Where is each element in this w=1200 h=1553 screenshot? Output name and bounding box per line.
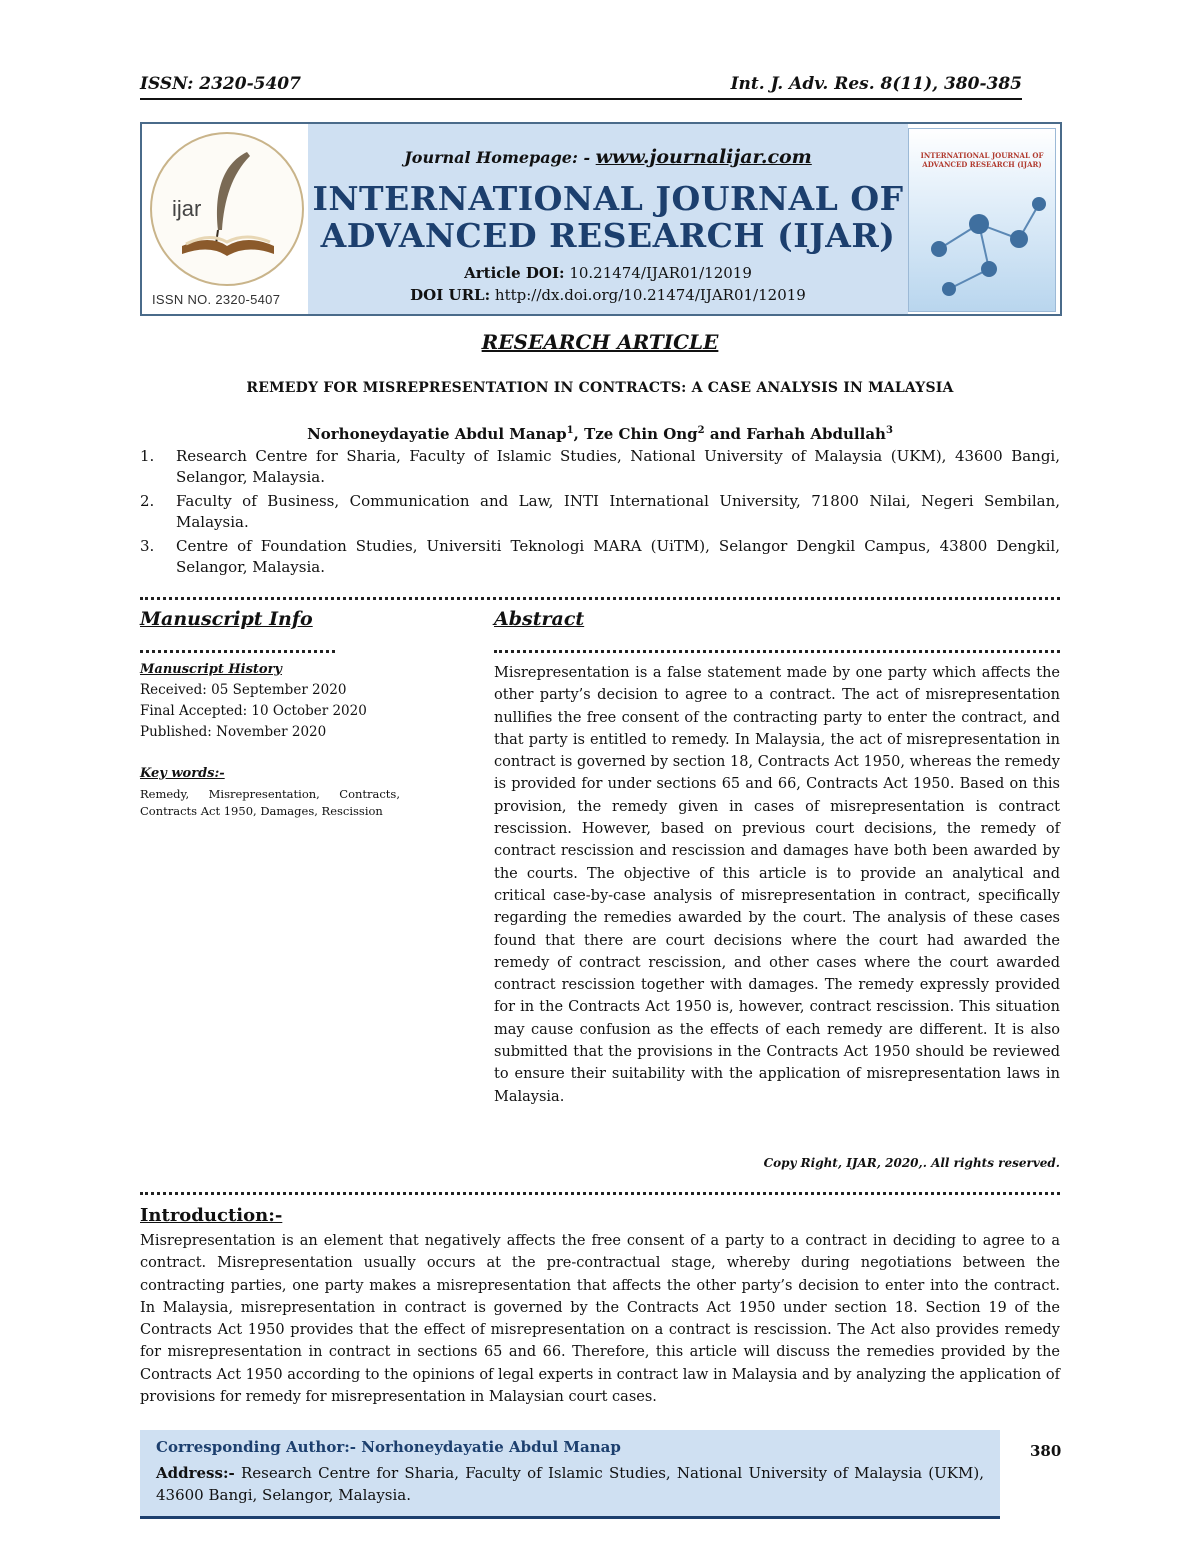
author-affil-sup: 2: [697, 425, 705, 436]
logo-text: ijar: [172, 196, 202, 221]
homepage-label: Journal Homepage: -: [404, 148, 591, 167]
affiliation-text: Faculty of Business, Communication and Law, INTI International University, 71800 Nilai, Negeri Sembilan, Malaysia.: [176, 492, 1060, 531]
author-separator: ,: [573, 425, 585, 443]
received-date: Received: 05 September 2020: [140, 682, 347, 698]
article-title: REMEDY FOR MISREPRESENTATION IN CONTRACTS: A CASE ANALYSIS IN MALAYSIA: [246, 380, 954, 396]
dotted-divider: [140, 1192, 1060, 1195]
article-type: RESEARCH ARTICLE: [481, 330, 719, 354]
journal-title: [308, 180, 908, 254]
affiliation-item: [140, 536, 1060, 578]
header-citation: Int. J. Adv. Res. 8(11), 380-385: [730, 74, 1022, 94]
corresponding-author-box: [140, 1430, 1000, 1519]
doi-url-label: DOI URL:: [410, 286, 491, 304]
molecule-icon: [909, 129, 1055, 311]
affiliation-item: [140, 491, 1060, 533]
affiliation-text: Research Centre for Sharia, Faculty of Islamic Studies, National University of Malaysia (UKM), 43600 Bangi, Selangor, Malaysia.: [176, 447, 1060, 486]
published-date: Published: November 2020: [140, 724, 327, 740]
doi-label: Article DOI:: [464, 264, 565, 282]
affiliation-text: Centre of Foundation Studies, Universiti Teknologi MARA (UiTM), Selangor Dengkil Campus, 43800 Dengkil, Selangor, Malaysia.: [176, 537, 1060, 576]
manuscript-history-label: Manuscript History: [140, 662, 282, 677]
cover-title: INTERNATIONAL JOURNAL OF ADVANCED RESEARCH (IJAR): [920, 151, 1044, 169]
page-number: 380: [1030, 1442, 1062, 1460]
affiliation-number: 3.: [140, 537, 155, 555]
journal-cover-thumbnail: [908, 128, 1056, 312]
address-label: Address:-: [156, 1464, 235, 1482]
manuscript-info-heading: Manuscript Info: [140, 608, 313, 630]
running-header: [140, 72, 1022, 100]
logo-circle: [150, 132, 304, 286]
doi-value[interactable]: 10.21474/IJAR01/12019: [569, 264, 752, 282]
author-name: Farhah Abdullah: [746, 425, 886, 443]
doi-url-value[interactable]: http://dx.doi.org/10.21474/IJAR01/12019: [494, 286, 806, 304]
author-affil-sup: 1: [566, 425, 574, 436]
dotted-divider: [140, 650, 335, 653]
affiliation-number: 1.: [140, 447, 155, 465]
dotted-divider: [140, 597, 1060, 600]
header-issn: ISSN: 2320-5407: [140, 74, 301, 94]
dotted-divider: [494, 650, 1060, 653]
journal-title-line1: INTERNATIONAL JOURNAL OF: [312, 179, 904, 218]
homepage-link[interactable]: www.journalijar.com: [595, 146, 812, 168]
logo-issn: ISSN NO. 2320-5407: [152, 292, 281, 307]
keywords: Remedy, Misrepresentation, Contracts, Contracts Act 1950, Damages, Rescission: [140, 787, 400, 818]
corr-name: Norhoneydayatie Abdul Manap: [361, 1438, 621, 1456]
affiliation-item: [140, 446, 1060, 488]
journal-title-line2: ADVANCED RESEARCH (IJAR): [320, 216, 896, 255]
author-affil-sup: 3: [885, 425, 893, 436]
author-separator: and: [704, 425, 747, 443]
masthead-center: [308, 124, 908, 314]
author-name: Tze Chin Ong: [584, 425, 698, 443]
doi-block: [308, 262, 908, 306]
corresponding-author: [156, 1438, 621, 1456]
address-text: Research Centre for Sharia, Faculty of Islamic Studies, National University of Malaysia (UKM), 43600 Bangi, Selangor, Malaysia.: [156, 1464, 984, 1504]
corr-label: Corresponding Author:-: [156, 1438, 356, 1456]
abstract-text: Misrepresentation is a false statement made by one party which affects the other party’s decision to agree to a contract. The act of misrepresentation nullifies the free consent of the contracting party to enter the contract, and that party is entitled to remedy. In Malaysia, the act of misrepresentation in contract is governed by section 18, Contracts Act 1950, whereas the remedy is provided for under sections 65 and 66, Contracts Act 1950. Based on this provision, the remedy given in cases of misrepresentation is contract rescission. However, based on previous court decisions, the remedy of contract rescission and rescission and damages have both been awarded by the courts. The objective of this article is to provide an analytical and critical case-by-case analysis of misrepresentation in contract, specifically regarding the remedies awarded by the court. The analysis of these cases found that there are court decisions where the court had awarded the remedy of contract rescission, and other cases where the court awarded contract rescission together with damages. The remedy expressly provided for in the Contracts Act 1950 is, however, contract rescission. This situation may cause confusion as the effects of each remedy are different. It is also submitted that the provisions in the Contracts Act 1950 should be reviewed to ensure their suitability with the application of misrepresentation laws in Malaysia.: [494, 665, 1060, 1105]
author-list: [0, 425, 1200, 443]
journal-logo: [142, 124, 308, 314]
keywords-label: Key words:-: [140, 766, 225, 781]
copyright-notice: Copy Right, IJAR, 2020,. All rights reserved.: [763, 1156, 1060, 1170]
journal-homepage: [308, 146, 908, 168]
introduction-text: Misrepresentation is an element that negatively affects the free consent of a party to a contract in deciding to agree to a contract. Misrepresentation usually occurs at the pre-contractual stage, whereby during negotiations between the contracting parties, one party makes a misrepresentation that affects the other party’s decision to enter into the contract. In Malaysia, misrepresentation in contract is governed by the Contracts Act 1950 under section 18. Section 19 of the Contracts Act 1950 provides that the effect of misrepresentation on a contract is rescission. The Act also provides remedy for misrepresentation in contract in sections 65 and 66. Therefore, this article will discuss the remedies provided by the Contracts Act 1950 according to the opinions of legal experts in contract law in Malaysia and by analyzing the application of provisions for remedy for misrepresentation in Malaysian court cases.: [140, 1233, 1060, 1406]
accepted-date: Final Accepted: 10 October 2020: [140, 703, 367, 719]
author-name: Norhoneydayatie Abdul Manap: [307, 425, 567, 443]
corresponding-address: [156, 1462, 984, 1506]
affiliation-list: [140, 446, 1060, 581]
affiliation-number: 2.: [140, 492, 155, 510]
abstract-heading: Abstract: [494, 608, 585, 630]
introduction-heading: Introduction:-: [140, 1205, 283, 1226]
journal-masthead: [140, 122, 1062, 316]
